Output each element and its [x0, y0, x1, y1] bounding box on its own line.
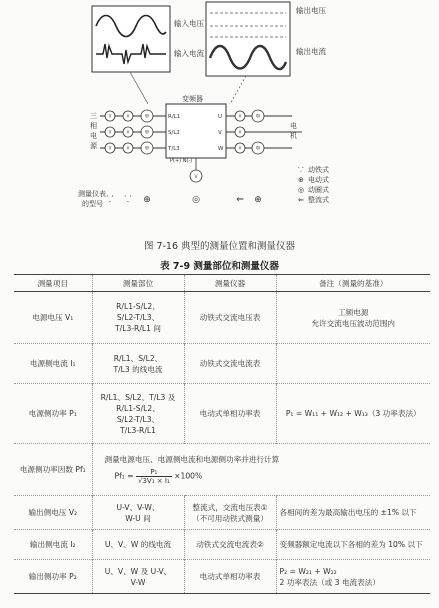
cell-remark: P₁ = W₁₁ + W₁₂ + W₁₃（3 功率表法） [276, 384, 430, 444]
svg-text:⊕: ⊕ [143, 195, 151, 205]
svg-text:A: A [238, 113, 242, 119]
cell-item: 电源侧功率因数 Pf₁ [14, 444, 92, 496]
svg-text:动铁式: 动铁式 [308, 166, 329, 174]
header-location: 测量部位 [92, 275, 184, 292]
svg-text:W: W [145, 145, 149, 151]
cell-item: 电源电压 V₁ [14, 292, 92, 344]
svg-text:电: 电 [290, 122, 297, 130]
output-current-label: 输出电流 [296, 47, 326, 56]
svg-text:测量仪表: 测量仪表 [78, 190, 106, 198]
svg-text:机: 机 [290, 132, 297, 140]
cell-instrument: 动铁式交流电压表 [184, 292, 276, 344]
cell-location: R/L1、S/L2、 T/L3 的线电流 [92, 344, 184, 384]
header-instrument: 测量仪器 [184, 275, 276, 292]
svg-text:◎: ◎ [298, 186, 305, 194]
svg-text:A: A [126, 145, 130, 151]
table-row [14, 292, 430, 344]
svg-text:整流式: 整流式 [308, 196, 329, 204]
cell-location: R/L1-S/L2、 S/L2-T/L3、 T/L3-R/L1 间 [92, 292, 184, 344]
measurement-table [14, 274, 430, 594]
svg-text:的型号: 的型号 [82, 200, 103, 208]
svg-text:⊕: ⊕ [254, 195, 262, 205]
svg-text:U: U [218, 114, 223, 120]
svg-text:V: V [194, 175, 198, 180]
figure-caption: 图 7-16 典型的测量位置和测量仪器 [143, 241, 296, 252]
svg-text:A: A [238, 129, 242, 135]
svg-text:W: W [145, 129, 149, 135]
cell-instrument: 动铁式交流电流表② [184, 530, 276, 560]
svg-text:V: V [108, 113, 112, 119]
svg-text:A: A [126, 129, 130, 135]
svg-text:三: 三 [90, 112, 97, 120]
svg-text:A: A [126, 113, 130, 119]
table-row [14, 344, 430, 384]
cell-remark: 各相间的差为最高输出电压的 ±1% 以下 [276, 496, 430, 530]
svg-text:⸪: ⸪ [106, 195, 114, 205]
svg-text:◎: ◎ [192, 195, 200, 205]
legend [298, 165, 329, 204]
cell-item: 输出侧电流 I₂ [14, 530, 92, 560]
input-voltage-label: 输入电压 [174, 19, 204, 28]
cell-item: 电源侧功率 P₁ [14, 384, 92, 444]
cell-location: U、V、W 及 U-V、 V-W [92, 560, 184, 594]
svg-text:V: V [108, 145, 112, 151]
cell-location: R/L1、S/L2、T/L3 及 R/L1-S/L2、 S/L2-T/L3、 T/L3-R/L1 [92, 384, 184, 444]
cell-item: 输出侧电压 V₂ [14, 496, 92, 530]
table-row [14, 496, 430, 530]
svg-text:源: 源 [90, 142, 97, 150]
svg-text:V: V [108, 129, 112, 135]
cell-formula: 测量电源电压、电源侧电流和电源侧功率并进行计算 Pf₁ = $\frac{\text{P₁}}{\text{√3V₁ × I₁}}$ ×100% [92, 444, 430, 496]
svg-text:W: W [218, 146, 224, 152]
svg-text:⸪: ⸪ [124, 195, 132, 205]
cell-instrument: 动铁式交流电流表 [184, 344, 276, 384]
svg-text:电动式: 电动式 [308, 176, 329, 184]
output-voltage-label: 输出电压 [296, 6, 326, 15]
cell-remark: 工频电源 允许交流电压波动范围内 [276, 292, 430, 344]
svg-text:W: W [256, 113, 260, 119]
table-row [14, 384, 430, 444]
svg-text:动圈式: 动圈式 [308, 186, 329, 194]
cell-remark [276, 344, 430, 384]
cell-instrument: 电动式单相功率表 [184, 384, 276, 444]
table-row [14, 530, 430, 560]
cell-remark: 变频器额定电流以下各相的差为 10% 以下 [276, 530, 430, 560]
table-row [14, 560, 430, 594]
cell-item: 输出侧功率 P₂ [14, 560, 92, 594]
input-current-label: 输入电流 [174, 49, 204, 58]
svg-text:S/L2: S/L2 [168, 130, 180, 136]
svg-text:相: 相 [90, 122, 97, 130]
svg-text:T/L3: T/L3 [168, 146, 180, 152]
meter-type-symbols [106, 195, 261, 205]
cell-instrument: 电动式单相功率表 [184, 560, 276, 594]
svg-text:⊕: ⊕ [298, 176, 304, 184]
svg-text:⸪: ⸪ [298, 166, 304, 174]
table-row [14, 444, 430, 496]
svg-text:R/L1: R/L1 [168, 114, 181, 120]
cell-location: U、V、W 的线电流 [92, 530, 184, 560]
svg-text:⇐: ⇐ [236, 195, 244, 205]
measurement-diagram [0, 0, 439, 236]
svg-text:⇐: ⇐ [298, 196, 304, 204]
svg-text:A: A [238, 145, 242, 151]
header-item: 测量项目 [14, 275, 92, 292]
table-header-row [14, 275, 430, 292]
cell-location: U-V、V-W、 W-U 间 [92, 496, 184, 530]
cell-instrument: 整流式，交流电压表① （不可用动铁式测量） [184, 496, 276, 530]
cell-remark: P₂ = W₂₁ + W₂₂ 2 功率表法（或 3 电流表法） [276, 560, 430, 594]
svg-text:V: V [218, 130, 222, 136]
svg-text:电: 电 [90, 132, 97, 140]
svg-text:W: W [145, 113, 149, 119]
inverter-label: 变频器 [182, 95, 203, 103]
svg-text:W: W [256, 145, 260, 151]
cell-item: 电源侧电流 I₁ [14, 344, 92, 384]
table-caption: 表 7-9 测量部位和测量仪器 [160, 261, 279, 272]
header-remark: 备注（测量的基准） [276, 275, 430, 292]
svg-text:P(+) N(-): P(+) N(-) [170, 158, 193, 164]
